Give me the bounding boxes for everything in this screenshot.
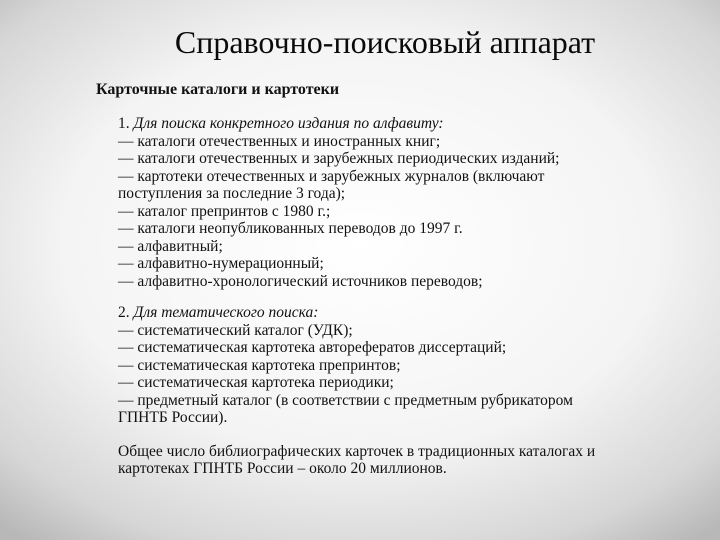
slide-body <box>118 115 698 478</box>
list-item: — каталог препринтов с 1980 г.; <box>118 202 331 220</box>
section-number: 1. <box>118 115 130 132</box>
summary-line: картотеках ГПНТБ России – около 20 миллионов. <box>118 460 447 477</box>
list-item: — каталоги отечественных и иностранных книг; <box>118 132 441 150</box>
list-item: — предметный каталог (в соответствии с предметным рубрикатором <box>118 391 573 409</box>
section-heading-text: Для тематического поиска: <box>133 304 319 321</box>
slide-subtitle: Карточные каталоги и картотеки <box>96 81 340 98</box>
section-heading <box>118 115 698 133</box>
spacer <box>118 427 698 443</box>
section-number: 2. <box>118 304 130 321</box>
list-item: — алфавитно-хронологический источников переводов; <box>118 272 483 290</box>
list-item: — алфавитно-нумерационный; <box>118 255 324 272</box>
section-alphabetical-search <box>118 115 698 290</box>
list-item: — алфавитный; <box>118 237 223 255</box>
list-item: поступления за последние 3 года); <box>118 185 346 202</box>
list-item: — систематическая картотека препринтов; <box>118 356 401 374</box>
list-item: — систематическая картотека авторефератов диссертаций; <box>118 339 507 356</box>
spacer <box>118 290 698 304</box>
list-item: — систематическая картотека периодики; <box>118 374 394 391</box>
list-item: — каталоги неопубликованных переводов до 1997 г. <box>118 220 463 237</box>
summary-paragraph <box>118 443 698 478</box>
section-thematic-search <box>118 304 698 427</box>
list-item: ГПНТБ России). <box>118 409 228 426</box>
section-heading <box>118 304 698 322</box>
list-item: — каталоги отечественных и зарубежных периодических изданий; <box>118 150 560 167</box>
summary-line: Общее число библиографических карточек в традиционных каталогах и <box>118 442 596 460</box>
section-heading-text: Для поиска конкретного издания по алфавиту: <box>133 115 444 132</box>
slide-title: Справочно-поисковый аппарат <box>174 24 596 60</box>
list-item: — картотеки отечественных и зарубежных журналов (включают <box>118 167 545 185</box>
list-item: — систематический каталог (УДК); <box>118 321 353 339</box>
